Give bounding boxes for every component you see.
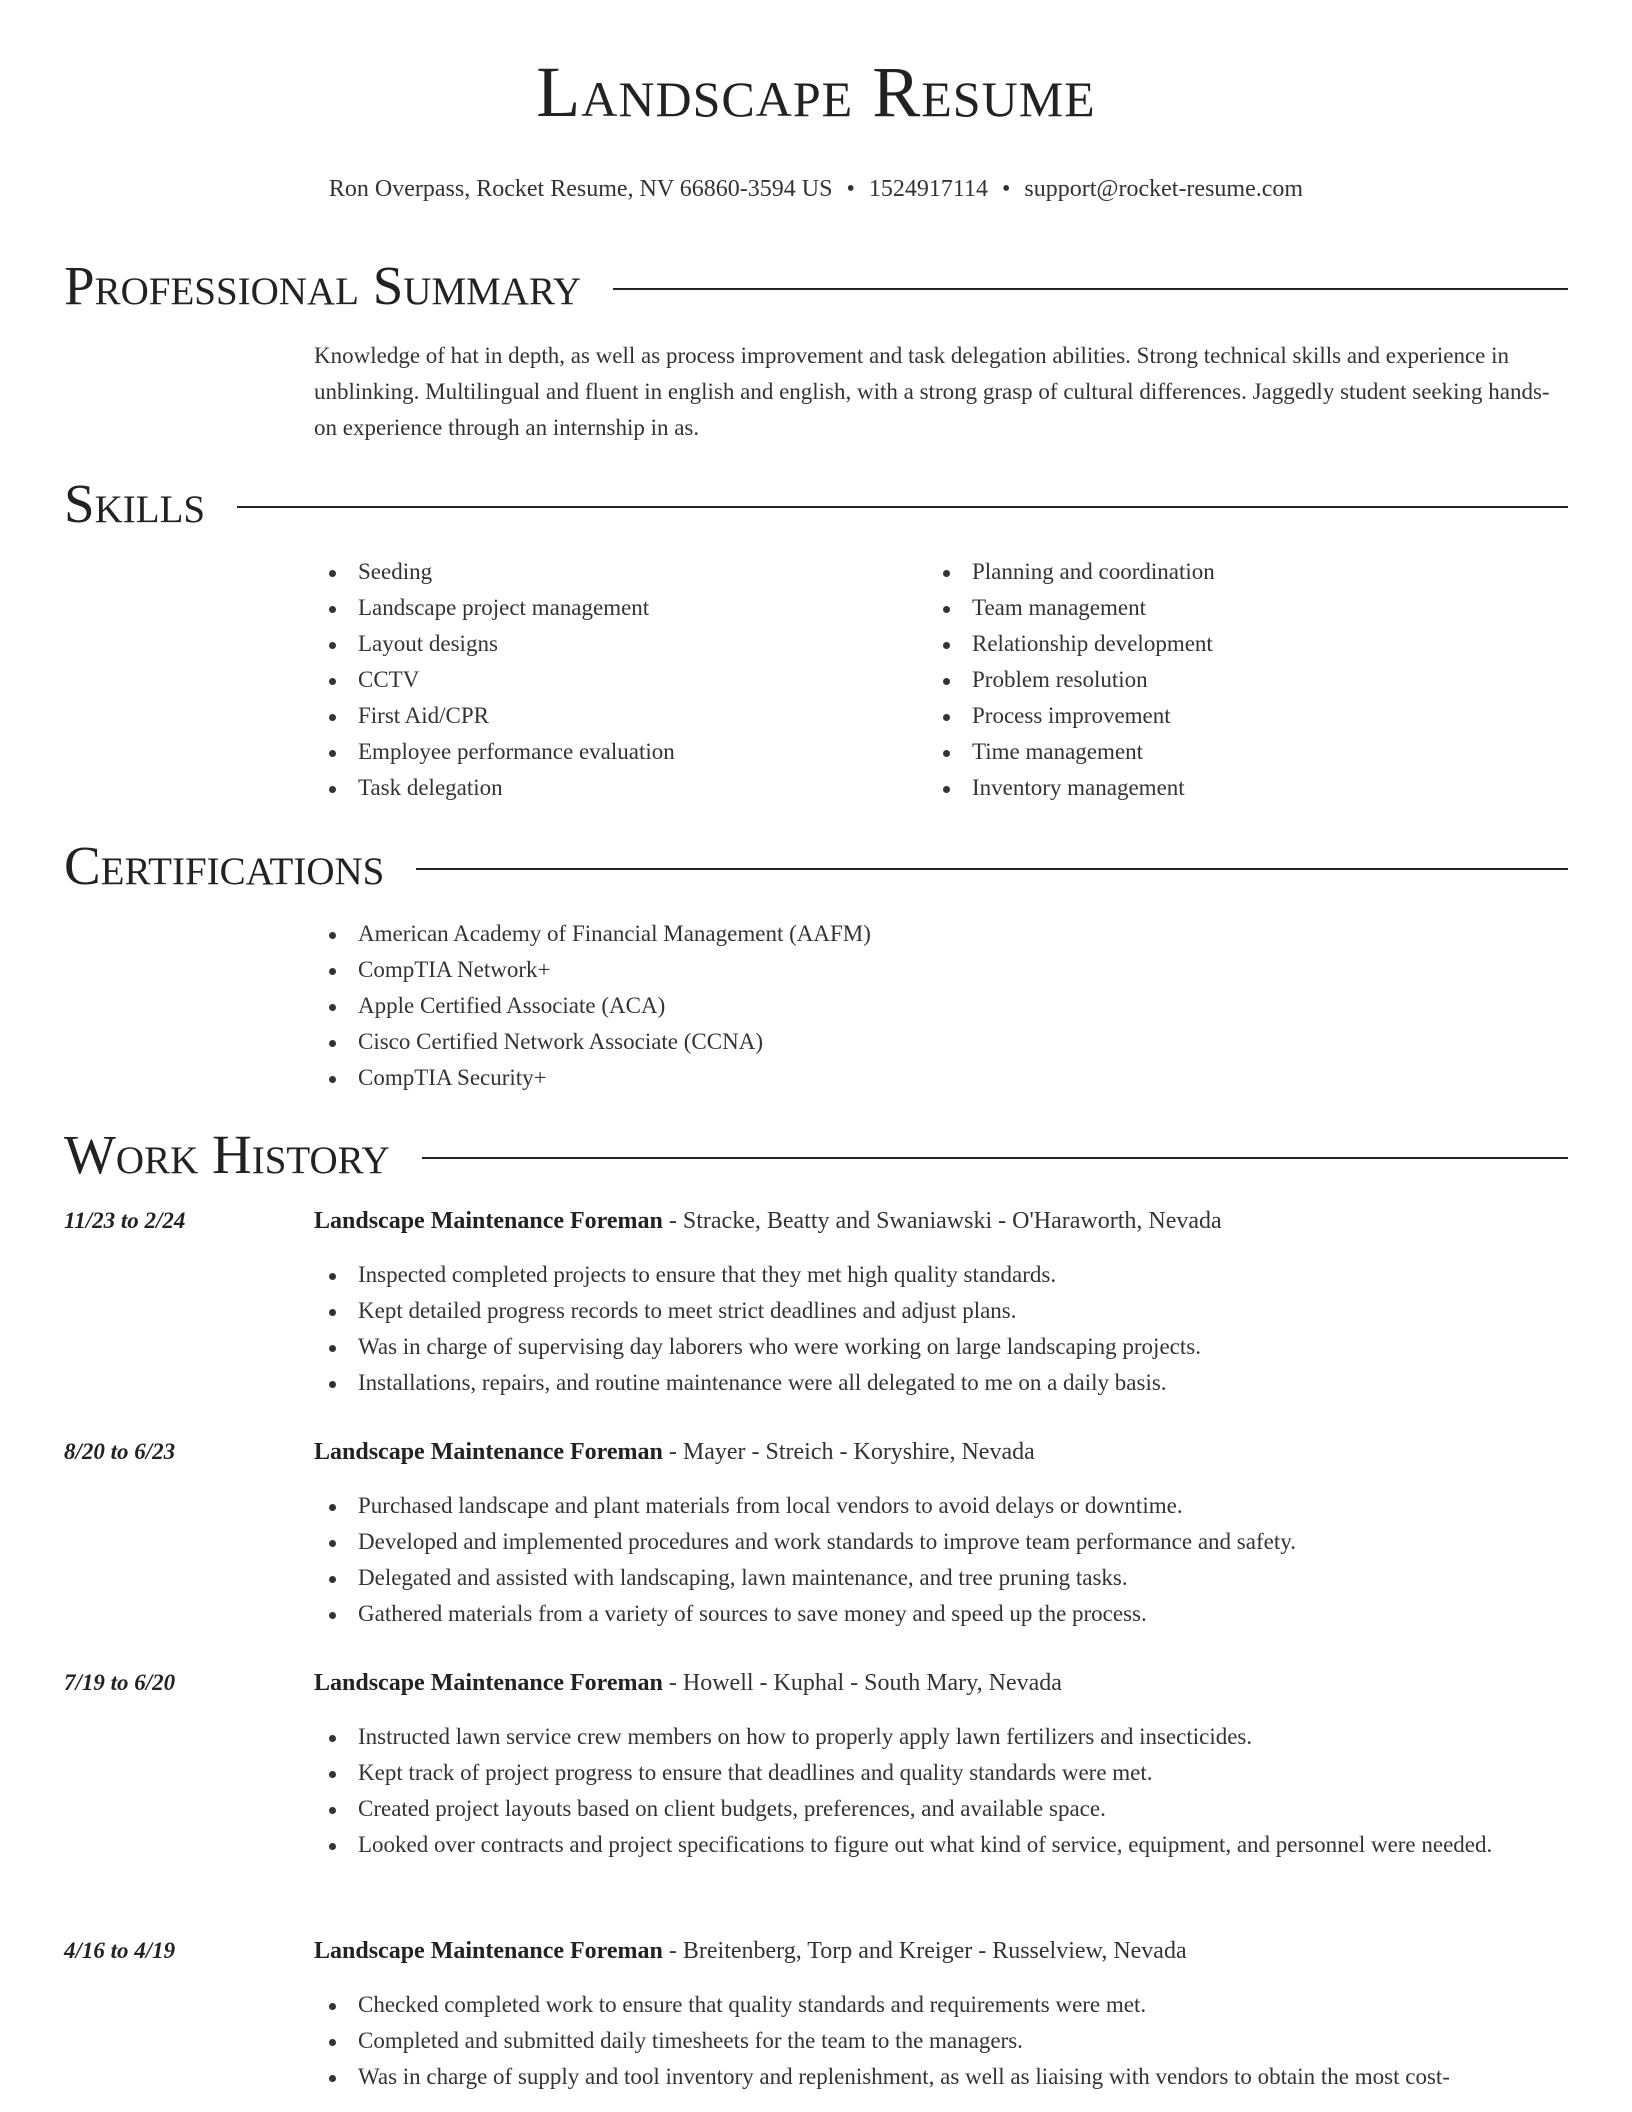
job-heading <box>314 1933 1187 1969</box>
skills-list-right <box>928 554 1528 806</box>
skill-item: Inventory management <box>928 770 1528 806</box>
job-bullet: Instructed lawn service crew members on how to properly apply lawn fertilizers and insecticides. <box>314 1719 1572 1755</box>
skill-item: Time management <box>928 734 1528 770</box>
contact-phone: 1524917114 <box>868 176 988 202</box>
job-bullet: Completed and submitted daily timesheets for the team to the managers. <box>314 2023 1572 2059</box>
skill-item: Seeding <box>314 554 914 590</box>
certifications-heading: Certifications <box>64 835 385 896</box>
contact-address: Ron Overpass, Rocket Resume, NV 66860-3594 US <box>328 176 833 202</box>
job-title: Landscape Maintenance Foreman <box>314 1670 663 1696</box>
job-employer: - Mayer - Streich - Koryshire, Nevada <box>662 1439 1035 1465</box>
job-heading <box>314 1203 1222 1239</box>
skill-item: Team management <box>928 590 1528 626</box>
resume-title: Landscape Resume <box>536 52 1096 132</box>
contact-line <box>0 176 1632 203</box>
job-title: Landscape Maintenance Foreman <box>314 1208 663 1234</box>
skill-item: Landscape project management <box>314 590 914 626</box>
section-divider <box>237 506 1568 508</box>
job-bullet: Gathered materials from a variety of sources to save money and speed up the process. <box>314 1596 1572 1632</box>
skill-item: Problem resolution <box>928 662 1528 698</box>
skill-item: First Aid/CPR <box>314 698 914 734</box>
job-bullet: Installations, repairs, and routine maintenance were all delegated to me on a daily basis. <box>314 1365 1572 1401</box>
job-employer: - Breitenberg, Torp and Kreiger - Russelview, Nevada <box>662 1938 1187 1964</box>
job-title: Landscape Maintenance Foreman <box>314 1439 663 1465</box>
job-dates: 7/19 to 6/20 <box>64 1670 176 1695</box>
skill-item: Planning and coordination <box>928 554 1528 590</box>
skill-item: Layout designs <box>314 626 914 662</box>
job-bullet: Was in charge of supervising day laborers who were working on large landscaping projects. <box>314 1329 1572 1365</box>
job-heading <box>314 1434 1035 1470</box>
job-bullets <box>314 1257 1572 1401</box>
contact-separator: • <box>1001 176 1011 202</box>
certifications-list <box>314 916 1314 1096</box>
contact-email[interactable]: support@rocket-resume.com <box>1024 176 1304 202</box>
certification-item: Cisco Certified Network Associate (CCNA) <box>314 1024 1314 1060</box>
summary-text: Knowledge of hat in depth, as well as process improvement and task delegation abilities. Strong technical skills and experience in unblinking. Multilingual and fluent in english and english, with a strong grasp of cultural differences. Jaggedly student seeking hands-on experience through an internship in as. <box>314 343 1550 440</box>
skills-heading: Skills <box>64 473 206 534</box>
job-bullet: Looked over contracts and project specifications to figure out what kind of service, equipment, and personnel were needed. <box>314 1827 1572 1863</box>
job-bullet: Was in charge of supply and tool inventory and replenishment, as well as liaising with vendors to obtain the most cost- <box>314 2059 1572 2095</box>
summary-section-header <box>64 255 1568 316</box>
work-history-section-header <box>64 1124 1568 1185</box>
skill-item: Relationship development <box>928 626 1528 662</box>
skill-item: CCTV <box>314 662 914 698</box>
section-divider <box>613 288 1568 290</box>
work-history-heading: Work History <box>64 1124 390 1185</box>
certification-item: CompTIA Security+ <box>314 1060 1314 1096</box>
contact-separator: • <box>846 176 855 202</box>
job-heading <box>314 1665 1062 1701</box>
job-employer: - Howell - Kuphal - South Mary, Nevada <box>662 1670 1062 1696</box>
section-divider <box>422 1157 1568 1159</box>
section-divider <box>416 868 1568 870</box>
certification-item: CompTIA Network+ <box>314 952 1314 988</box>
job-dates: 11/23 to 2/24 <box>64 1208 186 1233</box>
job-bullet: Delegated and assisted with landscaping, lawn maintenance, and tree pruning tasks. <box>314 1560 1572 1596</box>
skills-list-left <box>314 554 914 806</box>
certification-item: Apple Certified Associate (ACA) <box>314 988 1314 1024</box>
certifications-section-header <box>64 835 1568 896</box>
job-employer: - Stracke, Beatty and Swaniawski - O'Haraworth, Nevada <box>662 1208 1222 1234</box>
job-bullet: Developed and implemented procedures and work standards to improve team performance and safety. <box>314 1524 1572 1560</box>
skills-section-header <box>64 473 1568 534</box>
job-bullet: Created project layouts based on client budgets, preferences, and available space. <box>314 1791 1572 1827</box>
job-bullets <box>314 1719 1572 1863</box>
job-bullet: Kept track of project progress to ensure that deadlines and quality standards were met. <box>314 1755 1572 1791</box>
job-dates: 4/16 to 4/19 <box>64 1938 176 1963</box>
job-bullet: Checked completed work to ensure that quality standards and requirements were met. <box>314 1987 1572 2023</box>
job-bullet: Purchased landscape and plant materials from local vendors to avoid delays or downtime. <box>314 1488 1572 1524</box>
job-dates: 8/20 to 6/23 <box>64 1439 176 1464</box>
job-bullets <box>314 1488 1572 1632</box>
job-bullet: Kept detailed progress records to meet strict deadlines and adjust plans. <box>314 1293 1572 1329</box>
skill-item: Process improvement <box>928 698 1528 734</box>
skill-item: Task delegation <box>314 770 914 806</box>
job-bullet: Inspected completed projects to ensure that they met high quality standards. <box>314 1257 1572 1293</box>
summary-heading: Professional Summary <box>64 255 582 316</box>
skill-item: Employee performance evaluation <box>314 734 914 770</box>
job-bullets <box>314 1987 1572 2095</box>
job-title: Landscape Maintenance Foreman <box>314 1938 663 1964</box>
certification-item: American Academy of Financial Management (AAFM) <box>314 916 1314 952</box>
